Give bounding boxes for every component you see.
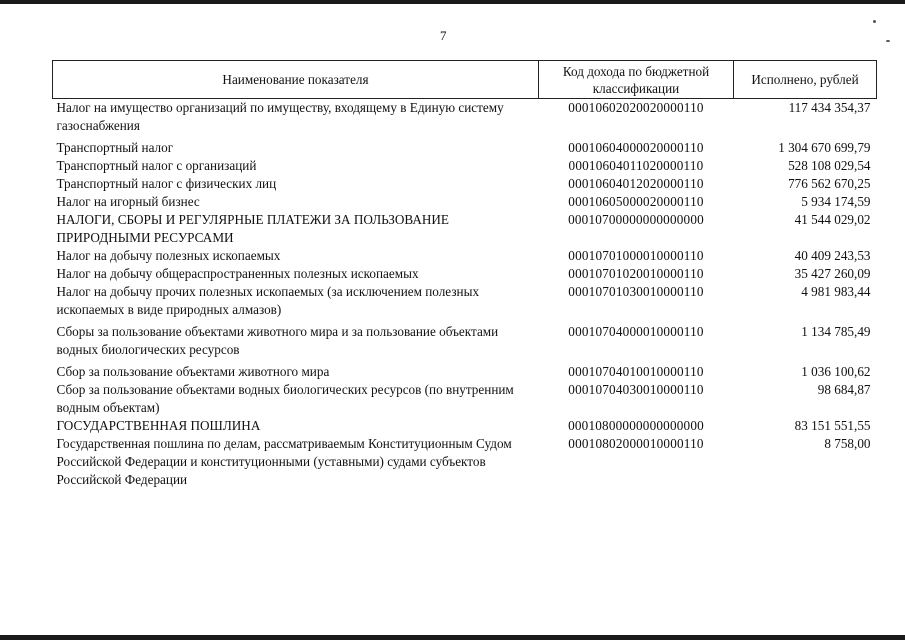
row-name: Транспортный налог <box>56 140 174 155</box>
scan-speck <box>873 20 876 23</box>
table-row <box>53 175 877 193</box>
row-name: Налог на добычу прочих полезных ископаемых (за исключением полезных ископаемых в виде природных алмазов) <box>56 284 480 317</box>
row-code: 00010704010010000110 <box>568 364 704 379</box>
row-amount: 98 684,87 <box>817 382 871 397</box>
row-amount: 8 758,00 <box>824 436 871 451</box>
row-name: Транспортный налог с организаций <box>56 158 257 173</box>
row-name: Налог на игорный бизнес <box>56 194 200 209</box>
row-amount: 1 304 670 699,79 <box>778 140 871 155</box>
row-amount: 4 981 983,44 <box>801 284 871 299</box>
row-name: Сбор за пользование объектами животного мира <box>56 364 330 379</box>
row-code: 00010604000020000110 <box>568 140 704 155</box>
row-name: Государственная пошлина по делам, рассматриваемым Конституционным Судом Российской Федерации и конституционными (уставными) судами субъектов Российской Федерации <box>56 436 512 487</box>
table-row <box>53 363 877 381</box>
table-row <box>53 283 877 323</box>
scan-top-edge <box>0 0 905 4</box>
row-name: Транспортный налог с физических лиц <box>56 176 277 191</box>
row-amount: 40 409 243,53 <box>794 248 871 263</box>
row-amount: 117 434 354,37 <box>788 100 871 115</box>
row-code: 00010802000010000110 <box>568 436 704 451</box>
page-number: 7 <box>440 28 447 43</box>
row-amount: 83 151 551,55 <box>794 418 871 433</box>
row-code: 00010704030010000110 <box>568 382 704 397</box>
table-row <box>53 323 877 363</box>
row-code: 00010701000010000110 <box>568 248 704 263</box>
row-name: Налог на добычу общераспространенных полезных ископаемых <box>56 266 419 281</box>
header-code: Код дохода по бюджетной классификации <box>539 61 734 99</box>
row-amount: 528 108 029,54 <box>788 158 871 173</box>
table-header-row <box>53 61 877 99</box>
row-code: 00010604011020000110 <box>568 158 704 173</box>
revenue-table <box>52 60 877 489</box>
header-amount: Исполнено, рублей <box>734 61 877 99</box>
row-code: 00010700000000000000 <box>568 212 704 227</box>
table-row <box>53 381 877 417</box>
scan-bottom-edge <box>0 635 905 640</box>
row-amount: 5 934 174,59 <box>801 194 871 209</box>
row-code: 00010704000010000110 <box>568 324 704 339</box>
table-row <box>53 99 877 140</box>
row-name: Сборы за пользование объектами животного мира и за пользование объектами водных биологических ресурсов <box>56 324 499 357</box>
row-code: 00010800000000000000 <box>568 418 704 433</box>
row-code: 00010701030010000110 <box>568 284 704 299</box>
table-row <box>53 435 877 489</box>
row-amount: 35 427 260,09 <box>794 266 871 281</box>
row-code: 00010602020020000110 <box>568 100 704 115</box>
row-amount: 1 134 785,49 <box>801 324 871 339</box>
row-name: Сбор за пользование объектами водных биологических ресурсов (по внутренним водным объектам) <box>56 382 514 415</box>
row-name: Налог на добычу полезных ископаемых <box>56 248 281 263</box>
table-row <box>53 417 877 435</box>
scan-speck <box>886 40 890 42</box>
table-row <box>53 193 877 211</box>
table-row <box>53 265 877 283</box>
table-row <box>53 139 877 157</box>
row-amount: 1 036 100,62 <box>801 364 871 379</box>
table-row <box>53 157 877 175</box>
row-code: 00010604012020000110 <box>568 176 704 191</box>
row-name: ГОСУДАРСТВЕННАЯ ПОШЛИНА <box>56 418 261 433</box>
row-amount: 41 544 029,02 <box>794 212 871 227</box>
row-code: 00010701020010000110 <box>568 266 704 281</box>
table-row <box>53 247 877 265</box>
row-code: 00010605000020000110 <box>568 194 704 209</box>
row-name: НАЛОГИ, СБОРЫ И РЕГУЛЯРНЫЕ ПЛАТЕЖИ ЗА ПОЛЬЗОВАНИЕ ПРИРОДНЫМИ РЕСУРСАМИ <box>56 212 449 245</box>
row-amount: 776 562 670,25 <box>788 176 871 191</box>
header-name: Наименование показателя <box>53 61 539 99</box>
row-name: Налог на имущество организаций по имуществу, входящему в Единую систему газоснабжения <box>56 100 504 133</box>
table-row <box>53 211 877 247</box>
